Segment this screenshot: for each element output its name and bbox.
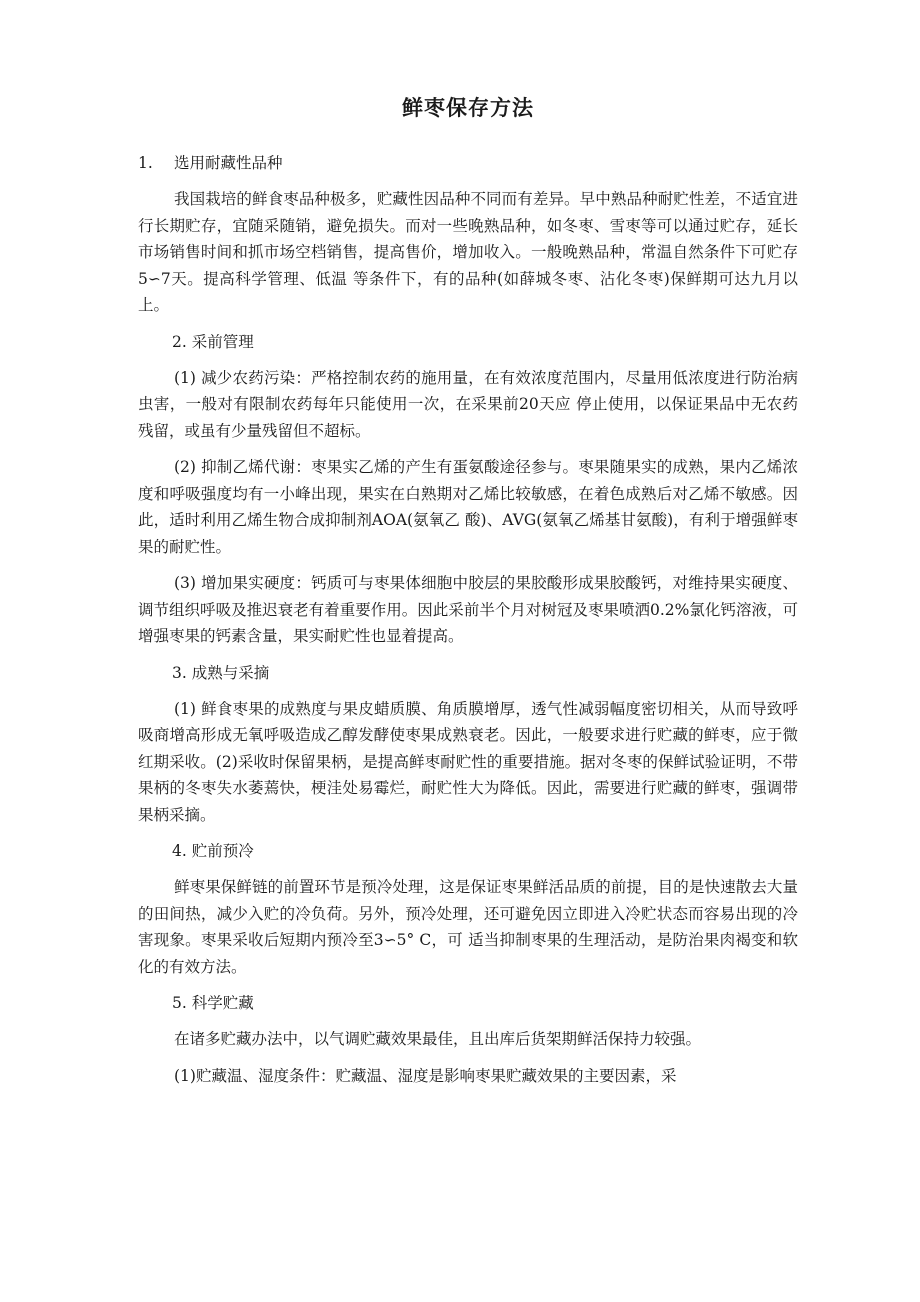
section-heading: 2. 采前管理 — [172, 332, 254, 351]
section-2 — [138, 329, 798, 650]
document-page — [138, 92, 798, 1099]
paragraph: (3) 增加果实硬度：钙质可与枣果体细胞中胶层的果胶酸形成果胶酸钙，对维持果实硬度、调节组织呼吸及推迟衰老有着重要作用。因此采前半个月对树冠及枣果喷洒0.2%氯化钙溶液，可增强枣果的钙素含量，果实耐贮性也显着提高。 — [138, 574, 798, 645]
paragraph: 我国栽培的鲜食枣品种极多，贮藏性因品种不同而有差异。早中熟品种耐贮性差，不适宜进行长期贮存，宜随采随销，避免损失。而对一些晚熟品种，如冬枣、雪枣等可以通过贮存，延长市场销售时间和抓市场空档销售，提高售价，增加收入。一般晚熟品种，常温自然条件下可贮存5∽7天。提高科学管理、低温 等条件下，有的品种(如薛城冬枣、沾化冬枣)保鲜期可达九月以上。 — [138, 190, 798, 314]
paragraph: 在诸多贮藏办法中，以气调贮藏效果最佳，且出库后货架期鲜活保持力较强。 — [174, 1030, 702, 1048]
paragraph: (1)贮藏温、湿度条件：贮藏温、湿度是影响枣果贮藏效果的主要因素，采 — [174, 1066, 677, 1085]
section-heading — [138, 150, 798, 176]
section-heading: 5. 科学贮藏 — [172, 994, 254, 1012]
section-heading: 3. 成熟与采摘 — [172, 663, 270, 682]
section-heading-text: 选用耐藏性品种 — [174, 154, 283, 172]
section-4 — [138, 838, 798, 980]
section-5 — [138, 990, 798, 1089]
paragraph: (1) 减少农药污染：严格控制农药的施用量，在有效浓度范围内，尽量用低浓度进行防治病虫害，一般对有限制农药每年只能使用一次，在采果前20天应 停止使用，以保证果品中无农药残留，或虽有少量残留但不超标。 — [138, 368, 798, 440]
paragraph: 鲜枣果保鲜链的前置环节是预冷处理，这是保证枣果鲜活品质的前提，目的是快速散去大量的田间热，减少入贮的冷负荷。另外，预冷处理，还可避免因立即进入冷贮状态而容易出现的冷害现象。枣果采收后短期内预冷至3∽5° C，可 适当抑制枣果的生理活动，是防治果肉褐变和软化的有效方法。 — [138, 878, 798, 976]
section-number: 1. — [138, 154, 153, 172]
document-title: 鲜枣保存方法 — [402, 95, 534, 120]
paragraph: (1) 鲜食枣果的成熟度与果皮蜡质膜、角质膜增厚，透气性减弱幅度密切相关，从而导致呼吸商增高形成无氧呼吸造成乙醇发酵使枣果成熟衰老。因此，一般要求进行贮藏的鲜枣，应于微红期采收。(2)采收时保留果柄，是提高鲜枣耐贮性的重要措施。据对冬枣的保鲜试验证明，不带果柄的冬枣失水萎蔫快，梗洼处易霉烂，耐贮性大为降低。因此，需要进行贮藏的鲜枣，强调带果柄采摘。 — [138, 699, 798, 824]
section-3 — [138, 660, 798, 829]
section-heading: 4. 贮前预冷 — [172, 842, 254, 860]
paragraph: (2) 抑制乙烯代谢：枣果实乙烯的产生有蛋氨酸途径参与。枣果随果实的成熟，果内乙烯浓度和呼吸强度均有一小峰出现，果实在白熟期对乙烯比较敏感，在着色成熟后对乙烯不敏感。因此，适时利用乙烯生物合成抑制剂AOA(氨氧乙 酸)、AVG(氨氧乙烯基甘氨酸)，有利于增强鲜枣果的耐贮性。 — [138, 458, 798, 556]
section-1 — [138, 150, 798, 319]
